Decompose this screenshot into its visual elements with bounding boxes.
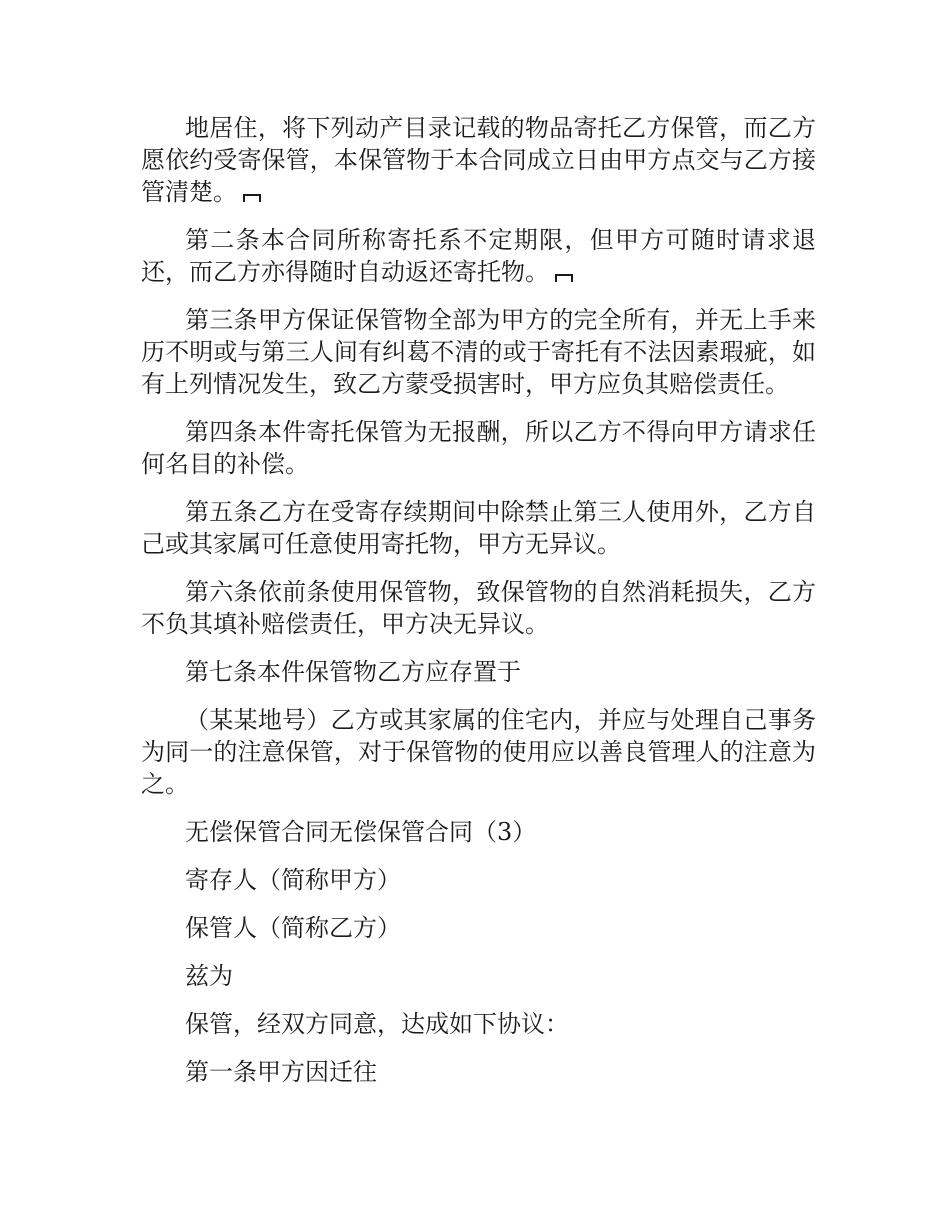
paragraph	[141, 1008, 816, 1040]
paragraph	[141, 1056, 816, 1088]
paragraph-text: 第七条本件保管物乙方应存置于	[185, 658, 521, 686]
paragraph	[141, 864, 816, 896]
paragraph-text: 第三条甲方保证保管物全部为甲方的完全所有，并无上手来历不明或与第三人间有纠葛不清的或于寄托有不法因素瑕疵，如有上列情况发生，致乙方蒙受损害时，甲方应负其赔偿责任。	[141, 306, 816, 398]
paragraph	[141, 656, 816, 688]
paragraph-text: 寄存人（简称甲方）	[185, 866, 401, 894]
paragraph	[141, 704, 816, 800]
paragraph-text: 无偿保管合同无偿保管合同（3）	[185, 818, 537, 846]
paragraph-text: 保管人（简称乙方）	[185, 914, 401, 942]
paragraph-text: 第四条本件寄托保管为无报酬，所以乙方不得向甲方请求任何名目的补偿。	[141, 418, 816, 478]
paragraph	[141, 224, 816, 288]
paragraph	[141, 496, 816, 560]
document-body	[141, 112, 816, 1104]
paragraph-return-mark-icon	[243, 194, 261, 202]
paragraph-text: 地居住，将下列动产目录记载的物品寄托乙方保管，而乙方愿依约受寄保管，本保管物于本合同成立日由甲方点交与乙方接管清楚。	[141, 114, 816, 206]
paragraph-text: 第五条乙方在受寄存续期间中除禁止第三人使用外，乙方自己或其家属可任意使用寄托物，甲方无异议。	[141, 498, 816, 558]
paragraph-text: 兹为	[185, 962, 233, 990]
paragraph-text: 第六条依前条使用保管物，致保管物的自然消耗损失，乙方不负其填补赔偿责任，甲方决无异议。	[141, 578, 816, 638]
paragraph-text: 第一条甲方因迁往	[185, 1058, 377, 1086]
paragraph	[141, 816, 816, 848]
paragraph-text: 第二条本合同所称寄托系不定期限，但甲方可随时请求退还，而乙方亦得随时自动返还寄托物。	[141, 226, 816, 286]
paragraph	[141, 576, 816, 640]
paragraph	[141, 912, 816, 944]
paragraph-return-mark-icon	[555, 274, 573, 282]
paragraph-text: （某某地号）乙方或其家属的住宅内，并应与处理自己事务为同一的注意保管，对于保管物的使用应以善良管理人的注意为之。	[141, 706, 816, 798]
paragraph	[141, 112, 816, 208]
paragraph-text: 保管，经双方同意，达成如下协议：	[185, 1010, 569, 1038]
paragraph	[141, 960, 816, 992]
paragraph	[141, 416, 816, 480]
paragraph	[141, 304, 816, 400]
